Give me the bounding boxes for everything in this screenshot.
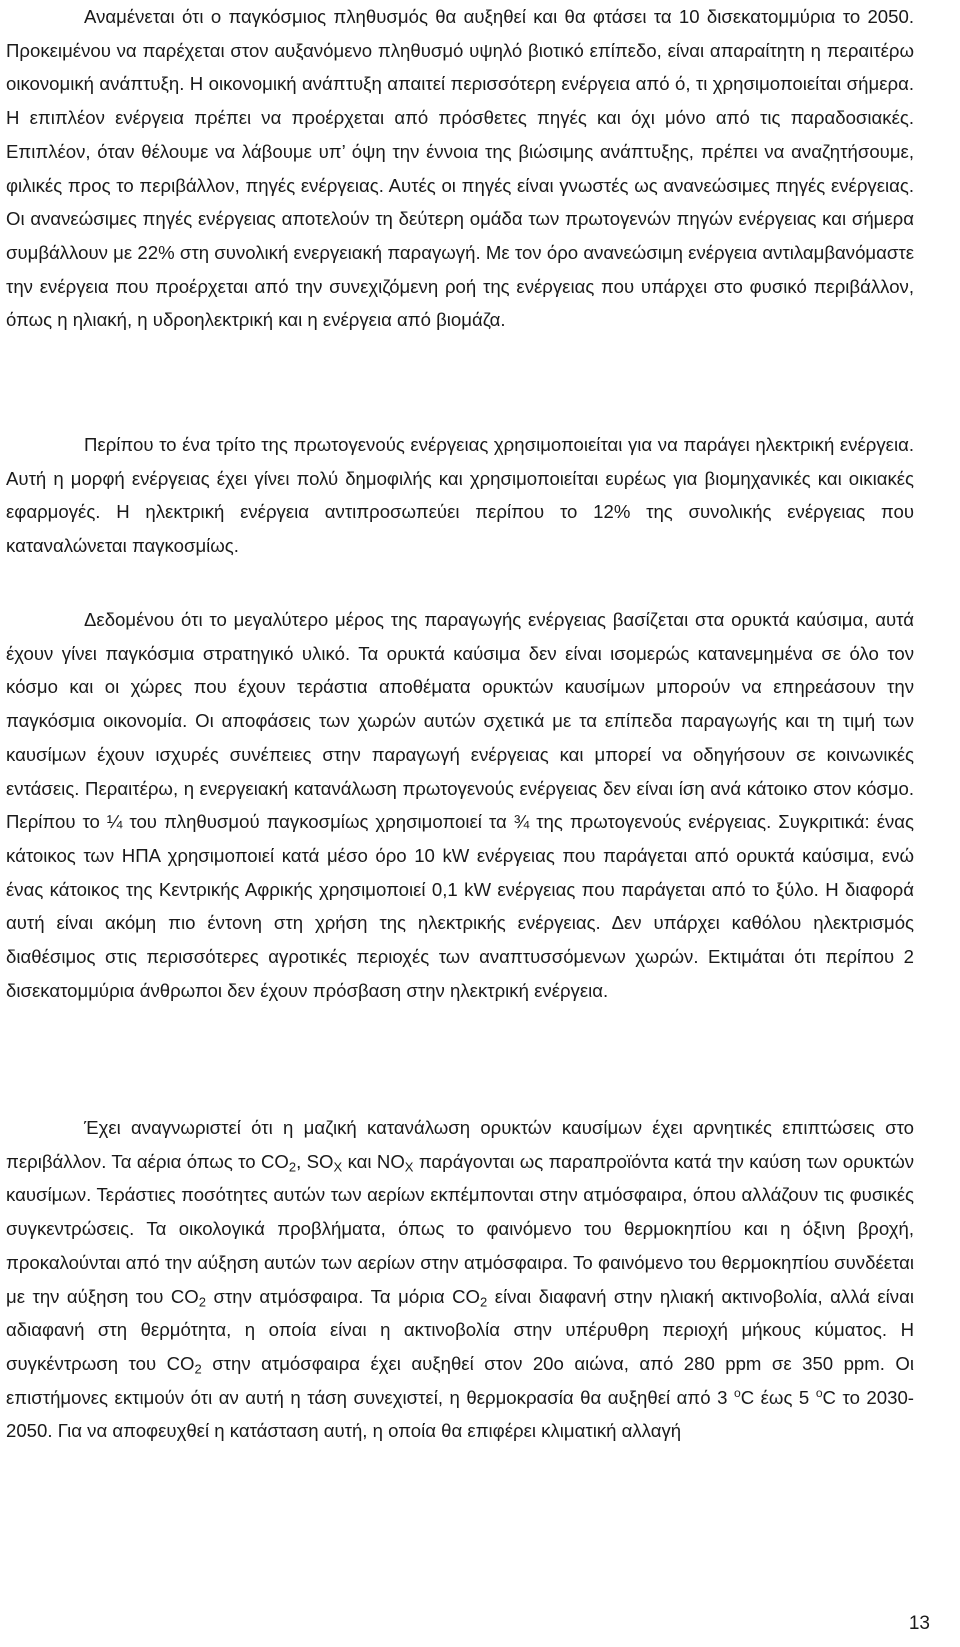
text-segment: είναι διαφανή στην ηλιακή ακτινοβολία, αλλά είναι αδιαφανή στη θερμότητα, η οποία είναι η ακτινοβολία στην υπέρυθρη περιοχή μήκους κύματος. Η συγκέντρωση του CO [6, 1285, 914, 1374]
text-segment: , SO [296, 1150, 334, 1172]
paragraph-fossil-fuels: Δεδομένου ότι το μεγαλύτερο μέρος της παραγωγής ενέργειας βασίζεται στα ορυκτά καύσιμα, αυτά έχουν γίνει παγκόσμια στρατηγικό υλικό. Τα ορυκτά καύσιμα δεν είναι ισομερώς κατανεμημένα σε όλο τον κόσμο και οι χώρες που έχουν τεράστια αποθέματα ορυκτών καυσίμων μπορούν να επηρεάσουν την παγκόσμια οικονομία. Οι αποφάσεις των χωρών αυτών σχετικά με τα επίπεδα παραγωγής και τη τιμή των καυσίμων έχουν ισχυρές συνέπειες στην παραγωγή ενέργειας και μπορεί να οδηγήσουν σε κοινωνικές εντάσεις. Περαιτέρω, η ενεργειακή κατανάλωση πρωτογενούς ενέργειας δεν είναι ίση ανά κάτοικο στον κόσμο. Περίπου το ¼ του πληθυσμού παγκοσμίως χρησιμοποιεί τα ¾ της πρωτογενούς ενέργειας. Συγκριτικά: ένας κάτοικος των ΗΠΑ χρησιμοποιεί κατά μέσο όρο 10 kW ενέργειας που παράγεται από ορυκτά καύσιμα, ενώ ένας κάτοικος της Κεντρικής Αφρικής χρησιμοποιεί 0,1 kW ενέργειας που παράγεται από το ξύλο. Η διαφορά αυτή είναι ακόμη πιο έντονη στη χρήση της ηλεκτρικής ενέργειας. Δεν υπάρχει καθόλου ηλεκτρισμός διαθέσιμος στις περισσότερες αγροτικές περιοχές των αναπτυσσόμενων χωρών. Εκτιμάται ότι περίπου 2 δισεκατομμύρια άνθρωποι δεν έχουν πρόσβαση στην ηλεκτρική ενέργεια. [6, 609, 914, 1001]
text-segment: παράγονται ως παραπροϊόντα κατά την καύση των ορυκτών καυσίμων. Τεράστιες ποσότητες αυτών των αερίων εκπέμπονται στην ατμόσφαιρα, όπου αλλάζουν τις φυσικές συγκεντρώσεις. Τα οικολογικά προβλήματα, όπως το φαινόμενο του θερμοκηπίου και η όξινη βροχή, προκαλούνται από την αύξηση αυτών των αερίων στην ατμόσφαιρα. Το φαινόμενο του θερμοκηπίου συνδέεται με την αύξηση του CO [6, 1150, 915, 1307]
text-segment: Έχει αναγνωριστεί ότι η μαζική κατανάλωση ορυκτών καυσίμων έχει αρνητικές επιπτώσεις στο περιβάλλον. Τα αέρια όπως το CO [6, 1117, 914, 1172]
text-segment: στην ατμόσφαιρα. Τα μόρια CO [206, 1285, 480, 1307]
subscript: 2 [194, 1361, 202, 1377]
subscript: X [333, 1158, 343, 1174]
subscript: 2 [288, 1158, 297, 1174]
page-number: 13 [908, 1613, 930, 1634]
subscript: X [404, 1158, 414, 1174]
paragraph-electric-energy: Περίπου το ένα τρίτο της πρωτογενούς ενέργειας χρησιμοποιείται για να παράγει ηλεκτρική ενέργεια. Αυτή η μορφή ενέργειας έχει γίνει πολύ δημοφιλής και χρησιμοποιείται ευρέως για βιομηχανικές και οικιακές εφαρμογές. Η ηλεκτρική ενέργεια αντιπροσωπεύει περίπου το 12% της συνολικής ενέργειας που καταναλώνεται παγκοσμίως. [6, 434, 914, 557]
text-segment: C έως 5 [740, 1386, 816, 1408]
superscript-degree: o [733, 1385, 741, 1400]
text-segment: C το 2030-2050. Για να αποφευχθεί η κατάσταση αυτή, η οποία θα επιφέρει κλιματική αλλαγή [6, 1386, 914, 1442]
subscript: 2 [198, 1293, 206, 1309]
paragraph-environmental-impact [6, 1111, 914, 1448]
subscript: 2 [479, 1293, 488, 1309]
superscript-degree: o [815, 1385, 823, 1400]
paragraph-population-renewables: Αναμένεται ότι ο παγκόσμιος πληθυσμός θα αυξηθεί και θα φτάσει τα 10 δισεκατομμύρια το 2050. Προκειμένου να παρέχεται στον αυξανόμενο πληθυσμό υψηλό βιοτικό επίπεδο, είναι απαραίτητη η περαιτέρω οικονομική ανάπτυξη. Η οικονομική ανάπτυξη απαιτεί περισσότερη ενέργεια από ό, τι χρησιμοποιείται σήμερα. Η επιπλέον ενέργεια πρέπει να προέρχεται από πρόσθετες πηγές και όχι μόνο από τις παραδοσιακές. Επιπλέον, όταν θέλουμε να λάβουμε υπ’ όψη την έννοια της βιώσιμης ανάπτυξης, πρέπει να αναζητήσουμε, φιλικές προς το περιβάλλον, πηγές ενέργειας. Αυτές οι πηγές είναι γνωστές ως ανανεώσιμες πηγές ενέργειας. Οι ανανεώσιμες πηγές ενέργειας αποτελούν τη δεύτερη ομάδα των πρωτογενών πηγών ενέργειας και σήμερα συμβάλλουν με 22% στη συνολική ενεργειακή παραγωγή. Με τον όρο ανανεώσιμη ενέργεια αντιλαμβανόμαστε την ενέργεια που προέρχεται από την συνεχιζόμενη ροή της ενέργειας που υπάρχει στο φυσικό περιβάλλον, όπως η ηλιακή, η υδροηλεκτρική και η ενέργεια από βιομάζα. [6, 6, 914, 331]
text-segment: στην ατμόσφαιρα έχει αυξηθεί στον 20ο αιώνα, από 280 ppm σε 350 ppm. Οι επιστήμονες εκτιμούν ότι αν αυτή η τάση συνεχιστεί, η θερμοκρασία θα αυξηθεί από 3 [6, 1352, 914, 1408]
text-segment: και NO [342, 1150, 405, 1172]
